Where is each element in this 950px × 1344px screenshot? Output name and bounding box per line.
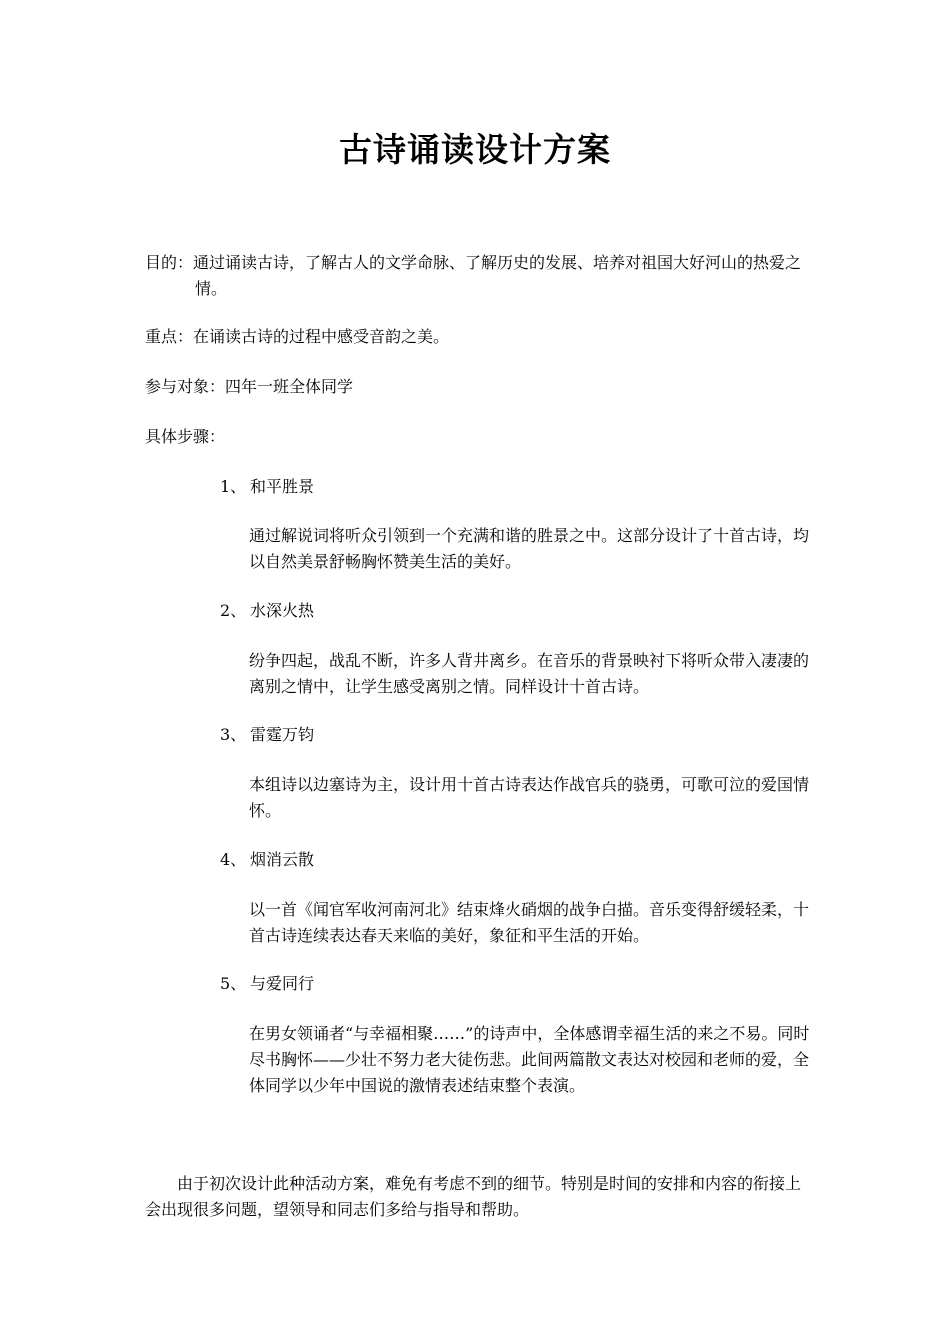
step-title: 和平胜景 (250, 477, 315, 496)
step-4-heading (220, 847, 314, 873)
audience-paragraph: 参与对象：四年一班全体同学 (145, 377, 354, 396)
step-title: 水深火热 (250, 601, 315, 620)
step-title: 雷霆万钧 (250, 725, 315, 744)
step-5-heading (220, 971, 314, 997)
step-number: 2、 (220, 601, 247, 620)
step-5-body: 在男女领诵者“与幸福相聚……”的诗声中，全体感谓幸福生活的来之不易。同时尽书胸怀——少壮不努力老大徒伤悲。此间两篇散文表达对校园和老师的爱，全体同学以少年中国说的激情表述结束整个表演。 (249, 1024, 810, 1095)
step-title: 烟消云散 (250, 850, 315, 869)
document-title: 古诗诵读设计方案 (339, 130, 611, 169)
step-3-body: 本组诗以边塞诗为主，设计用十首古诗表达作战官兵的骁勇，可歌可泣的爱国情怀。 (249, 775, 810, 820)
step-2-body: 纷争四起，战乱不断，许多人背井离乡。在音乐的背景映衬下将听众带入凄凄的离别之情中，让学生感受离别之情。同样设计十首古诗。 (249, 651, 810, 696)
step-number: 3、 (220, 725, 247, 744)
step-number: 1、 (220, 477, 247, 496)
step-3-heading (220, 722, 314, 748)
step-2-heading (220, 598, 314, 624)
focus-paragraph: 重点：在诵读古诗的过程中感受音韵之美。 (145, 327, 450, 346)
purpose-paragraph (145, 250, 813, 302)
step-4-body: 以一首《闻官军收河南河北》结束烽火硝烟的战争白描。音乐变得舒缓轻柔，十首古诗连续表达春天来临的美好，象征和平生活的开始。 (249, 900, 810, 945)
step-1-heading (220, 474, 314, 500)
step-title: 与爱同行 (250, 974, 315, 993)
purpose-line-1: 目的：通过诵读古诗，了解古人的文学命脉、了解历史的发展、培养对祖国大好河山的热爱之 (145, 253, 802, 272)
closing-paragraph: 由于初次设计此种活动方案，难免有考虑不到的细节。特别是时间的安排和内容的衔接上会出现很多问题，望领导和同志们多给与指导和帮助。 (145, 1174, 802, 1219)
steps-label: 具体步骤： (145, 427, 226, 446)
step-1-body: 通过解说词将听众引领到一个充满和谐的胜景之中。这部分设计了十首古诗，均以自然美景舒畅胸怀赞美生活的美好。 (249, 526, 810, 571)
purpose-line-2: 情。 (195, 279, 228, 298)
step-number: 5、 (220, 974, 247, 993)
step-number: 4、 (220, 850, 247, 869)
